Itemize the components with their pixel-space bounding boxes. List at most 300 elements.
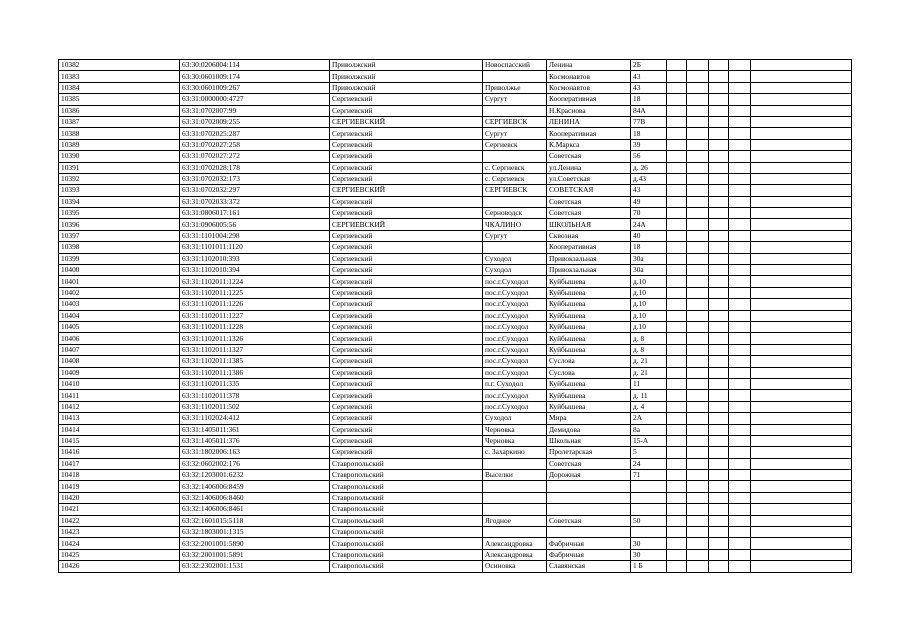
district-cell: Ставропольский	[330, 504, 483, 515]
empty-cell	[687, 208, 709, 219]
street-cell: Куйбышева	[547, 321, 631, 332]
settlement-cell: пос.г.Суходол	[483, 310, 547, 321]
settlement-cell: Суходол	[483, 253, 547, 264]
settlement-cell: Сургут	[483, 94, 547, 105]
empty-cell	[687, 447, 709, 458]
empty-cell	[709, 424, 729, 435]
house-cell: д. 26	[631, 162, 667, 173]
street-cell: Ленина	[547, 60, 631, 71]
empty-cell	[667, 230, 687, 241]
number-cell: 10403	[59, 299, 180, 310]
empty-cell	[751, 470, 852, 481]
empty-cell	[729, 162, 751, 173]
street-cell: Космонавтов	[547, 82, 631, 93]
number-cell: 10406	[59, 333, 180, 344]
empty-cell	[709, 344, 729, 355]
house-cell: 5	[631, 447, 667, 458]
empty-cell	[687, 60, 709, 71]
empty-cell	[709, 185, 729, 196]
house-cell: 2А	[631, 413, 667, 424]
cadastral-number-cell: 63:31:1102011:1327	[180, 344, 330, 355]
table-row	[59, 356, 852, 367]
empty-cell	[667, 310, 687, 321]
district-cell: Ставропольский	[330, 470, 483, 481]
empty-cell	[687, 242, 709, 253]
settlement-cell	[483, 71, 547, 82]
empty-cell	[751, 321, 852, 332]
settlement-cell: пос.г.Суходол	[483, 299, 547, 310]
district-cell: Сергиевский	[330, 413, 483, 424]
empty-cell	[667, 333, 687, 344]
empty-cell	[687, 276, 709, 287]
house-cell	[631, 492, 667, 503]
house-cell: 18	[631, 128, 667, 139]
settlement-cell: пос.г.Суходол	[483, 367, 547, 378]
empty-cell	[667, 173, 687, 184]
district-cell: Сергиевский	[330, 378, 483, 389]
street-cell: Привокзальная	[547, 253, 631, 264]
empty-cell	[687, 162, 709, 173]
empty-cell	[751, 253, 852, 264]
number-cell: 10395	[59, 208, 180, 219]
cadastral-number-cell: 63:31:1405011:361	[180, 424, 330, 435]
empty-cell	[751, 276, 852, 287]
empty-cell	[709, 492, 729, 503]
empty-cell	[751, 367, 852, 378]
table-row	[59, 367, 852, 378]
empty-cell	[667, 151, 687, 162]
empty-cell	[667, 71, 687, 82]
settlement-cell: пос.г.Суходол	[483, 321, 547, 332]
district-cell: Сергиевский	[330, 196, 483, 207]
district-cell: Приволжский	[330, 60, 483, 71]
empty-cell	[729, 458, 751, 469]
street-cell: Фабричная	[547, 549, 631, 560]
table-row	[59, 287, 852, 298]
empty-cell	[687, 561, 709, 572]
settlement-cell	[483, 527, 547, 538]
empty-cell	[729, 492, 751, 503]
table-row	[59, 321, 852, 332]
street-cell	[547, 504, 631, 515]
settlement-cell	[483, 196, 547, 207]
empty-cell	[709, 162, 729, 173]
district-cell: Сергиевский	[330, 105, 483, 116]
empty-cell	[751, 538, 852, 549]
table-row	[59, 492, 852, 503]
district-cell: СЕРГИЕВСКИЙ	[330, 219, 483, 230]
empty-cell	[729, 265, 751, 276]
table-row	[59, 447, 852, 458]
empty-cell	[751, 310, 852, 321]
empty-cell	[709, 151, 729, 162]
empty-cell	[729, 367, 751, 378]
table-row	[59, 196, 852, 207]
table-row	[59, 151, 852, 162]
number-cell: 10408	[59, 356, 180, 367]
empty-cell	[709, 390, 729, 401]
house-cell: 43	[631, 185, 667, 196]
empty-cell	[667, 504, 687, 515]
street-cell: ул.Советская	[547, 173, 631, 184]
empty-cell	[667, 82, 687, 93]
empty-cell	[667, 116, 687, 127]
settlement-cell: пос.г.Суходол	[483, 401, 547, 412]
district-cell: Сергиевский	[330, 356, 483, 367]
number-cell: 10382	[59, 60, 180, 71]
district-cell: Сергиевский	[330, 390, 483, 401]
table-row	[59, 230, 852, 241]
street-cell: Куйбышева	[547, 344, 631, 355]
table-row	[59, 116, 852, 127]
empty-cell	[687, 173, 709, 184]
empty-cell	[751, 401, 852, 412]
table-row	[59, 82, 852, 93]
cadastral-number-cell: 63:31:1405011:376	[180, 435, 330, 446]
district-cell: Ставропольский	[330, 549, 483, 560]
cadastral-number-cell: 63:31:1102011:1386	[180, 367, 330, 378]
street-cell: Школьная	[547, 435, 631, 446]
house-cell: д.10	[631, 310, 667, 321]
table-row	[59, 435, 852, 446]
number-cell: 10405	[59, 321, 180, 332]
settlement-cell: Суходол	[483, 265, 547, 276]
empty-cell	[667, 287, 687, 298]
number-cell: 10387	[59, 116, 180, 127]
empty-cell	[729, 94, 751, 105]
empty-cell	[751, 151, 852, 162]
street-cell: Фабричная	[547, 538, 631, 549]
cadastral-number-cell: 63:32:1406006:8461	[180, 504, 330, 515]
empty-cell	[667, 128, 687, 139]
district-cell: Ставропольский	[330, 515, 483, 526]
empty-cell	[709, 515, 729, 526]
district-cell: Ставропольский	[330, 561, 483, 572]
empty-cell	[709, 128, 729, 139]
settlement-cell: Сергиевск	[483, 139, 547, 150]
empty-cell	[709, 401, 729, 412]
empty-cell	[687, 401, 709, 412]
street-cell: Советская	[547, 458, 631, 469]
empty-cell	[751, 116, 852, 127]
empty-cell	[709, 458, 729, 469]
number-cell: 10398	[59, 242, 180, 253]
number-cell: 10391	[59, 162, 180, 173]
empty-cell	[709, 549, 729, 560]
street-cell: Куйбышева	[547, 299, 631, 310]
number-cell: 10404	[59, 310, 180, 321]
empty-cell	[729, 185, 751, 196]
number-cell: 10393	[59, 185, 180, 196]
cadastral-number-cell: 63:32:0602002:176	[180, 458, 330, 469]
district-cell: Сергиевский	[330, 333, 483, 344]
empty-cell	[667, 401, 687, 412]
empty-cell	[709, 435, 729, 446]
cadastral-number-cell: 63:31:1802006:163	[180, 447, 330, 458]
street-cell: Куйбышева	[547, 276, 631, 287]
house-cell: д.10	[631, 321, 667, 332]
empty-cell	[687, 333, 709, 344]
empty-cell	[709, 94, 729, 105]
house-cell: д. 8	[631, 344, 667, 355]
empty-cell	[709, 242, 729, 253]
empty-cell	[751, 230, 852, 241]
cadastral-number-cell: 63:31:0702033:372	[180, 196, 330, 207]
table-row	[59, 458, 852, 469]
cadastral-number-cell: 63:31:1102011:1225	[180, 287, 330, 298]
table-body	[59, 60, 852, 573]
empty-cell	[751, 173, 852, 184]
table-row	[59, 561, 852, 572]
table-row	[59, 173, 852, 184]
empty-cell	[729, 208, 751, 219]
street-cell: Куйбышева	[547, 390, 631, 401]
cadastral-number-cell: 63:31:0806017:161	[180, 208, 330, 219]
empty-cell	[729, 561, 751, 572]
table-row	[59, 299, 852, 310]
street-cell	[547, 492, 631, 503]
number-cell: 10409	[59, 367, 180, 378]
empty-cell	[729, 151, 751, 162]
district-cell: Ставропольский	[330, 538, 483, 549]
empty-cell	[687, 549, 709, 560]
cadastral-number-cell: 63:32:1803001:1315	[180, 527, 330, 538]
house-cell: 24	[631, 458, 667, 469]
empty-cell	[709, 378, 729, 389]
empty-cell	[709, 504, 729, 515]
cadastral-number-cell: 63:31:1102011:1224	[180, 276, 330, 287]
empty-cell	[687, 196, 709, 207]
empty-cell	[667, 265, 687, 276]
settlement-cell: Сургут	[483, 230, 547, 241]
empty-cell	[709, 367, 729, 378]
empty-cell	[667, 492, 687, 503]
empty-cell	[729, 60, 751, 71]
street-cell: Пролетарская	[547, 447, 631, 458]
settlement-cell: Александровка	[483, 538, 547, 549]
cadastral-number-cell: 63:32:1406006:8459	[180, 481, 330, 492]
district-cell: Сергиевский	[330, 94, 483, 105]
district-cell: Ставропольский	[330, 527, 483, 538]
settlement-cell: с. Захаркино	[483, 447, 547, 458]
district-cell: Сергиевский	[330, 299, 483, 310]
empty-cell	[751, 82, 852, 93]
house-cell: 30а	[631, 253, 667, 264]
empty-cell	[729, 413, 751, 424]
house-cell: 18	[631, 94, 667, 105]
house-cell: 1 Б	[631, 561, 667, 572]
empty-cell	[687, 185, 709, 196]
empty-cell	[729, 390, 751, 401]
street-cell: Привокзальная	[547, 265, 631, 276]
empty-cell	[751, 219, 852, 230]
table-row	[59, 401, 852, 412]
settlement-cell	[483, 481, 547, 492]
empty-cell	[751, 378, 852, 389]
street-cell: ул.Ленина	[547, 162, 631, 173]
cadastral-number-cell: 63:31:0702025:287	[180, 128, 330, 139]
cadastral-number-cell: 63:31:0000000:4727	[180, 94, 330, 105]
empty-cell	[729, 344, 751, 355]
table-row	[59, 470, 852, 481]
number-cell: 10385	[59, 94, 180, 105]
district-cell: Ставропольский	[330, 492, 483, 503]
empty-cell	[709, 447, 729, 458]
number-cell: 10407	[59, 344, 180, 355]
empty-cell	[751, 527, 852, 538]
cadastral-number-cell: 63:31:1102011:1228	[180, 321, 330, 332]
table-row	[59, 60, 852, 71]
street-cell: Куйбышева	[547, 287, 631, 298]
cadastral-number-cell: 63:31:1102010:394	[180, 265, 330, 276]
cadastral-number-cell: 63:31:0702032:173	[180, 173, 330, 184]
empty-cell	[729, 424, 751, 435]
settlement-cell: Сургут	[483, 128, 547, 139]
house-cell: 43	[631, 71, 667, 82]
empty-cell	[751, 162, 852, 173]
street-cell: Куйбышева	[547, 401, 631, 412]
cadastral-number-cell: 63:32:1203001:6232	[180, 470, 330, 481]
settlement-cell: с. Сергиевск	[483, 162, 547, 173]
street-cell: К.Маркса	[547, 139, 631, 150]
empty-cell	[687, 481, 709, 492]
street-cell	[547, 527, 631, 538]
empty-cell	[667, 208, 687, 219]
empty-cell	[751, 435, 852, 446]
empty-cell	[751, 208, 852, 219]
empty-cell	[709, 105, 729, 116]
district-cell: Сергиевский	[330, 173, 483, 184]
street-cell	[547, 481, 631, 492]
empty-cell	[687, 82, 709, 93]
empty-cell	[687, 378, 709, 389]
empty-cell	[667, 538, 687, 549]
empty-cell	[667, 527, 687, 538]
empty-cell	[751, 344, 852, 355]
empty-cell	[687, 151, 709, 162]
street-cell: Советская	[547, 196, 631, 207]
empty-cell	[709, 561, 729, 572]
empty-cell	[667, 253, 687, 264]
cadastral-number-cell: 63:32:1406006:8460	[180, 492, 330, 503]
empty-cell	[751, 390, 852, 401]
table-row	[59, 538, 852, 549]
empty-cell	[729, 549, 751, 560]
empty-cell	[687, 116, 709, 127]
empty-cell	[729, 481, 751, 492]
empty-cell	[729, 299, 751, 310]
house-cell: 40	[631, 230, 667, 241]
house-cell: 70	[631, 208, 667, 219]
street-cell: Советская	[547, 208, 631, 219]
empty-cell	[751, 481, 852, 492]
cadastral-number-cell: 63:31:0702027:272	[180, 151, 330, 162]
number-cell: 10410	[59, 378, 180, 389]
street-cell: Кооперативная	[547, 242, 631, 253]
empty-cell	[709, 276, 729, 287]
street-cell: Дорожная	[547, 470, 631, 481]
empty-cell	[751, 185, 852, 196]
empty-cell	[667, 356, 687, 367]
house-cell: 30	[631, 549, 667, 560]
house-cell: 84А	[631, 105, 667, 116]
empty-cell	[709, 538, 729, 549]
empty-cell	[687, 470, 709, 481]
street-cell: Куйбышева	[547, 333, 631, 344]
table-row	[59, 219, 852, 230]
number-cell: 10390	[59, 151, 180, 162]
empty-cell	[729, 401, 751, 412]
settlement-cell: Суходол	[483, 413, 547, 424]
empty-cell	[709, 333, 729, 344]
empty-cell	[729, 230, 751, 241]
cadastral-number-cell: 63:31:1102011:1227	[180, 310, 330, 321]
empty-cell	[729, 219, 751, 230]
street-cell: Кооперативная	[547, 94, 631, 105]
empty-cell	[667, 481, 687, 492]
empty-cell	[687, 435, 709, 446]
district-cell: Сергиевский	[330, 424, 483, 435]
table-row	[59, 162, 852, 173]
table-row	[59, 276, 852, 287]
empty-cell	[667, 94, 687, 105]
settlement-cell: пос.г.Суходол	[483, 276, 547, 287]
empty-cell	[709, 265, 729, 276]
empty-cell	[687, 527, 709, 538]
empty-cell	[667, 561, 687, 572]
empty-cell	[751, 333, 852, 344]
house-cell: 43	[631, 82, 667, 93]
empty-cell	[709, 208, 729, 219]
empty-cell	[687, 390, 709, 401]
empty-cell	[687, 538, 709, 549]
number-cell: 10384	[59, 82, 180, 93]
empty-cell	[667, 435, 687, 446]
street-cell: СОВЕТСКАЯ	[547, 185, 631, 196]
settlement-cell: п.г. Суходол	[483, 378, 547, 389]
house-cell: д. 11	[631, 390, 667, 401]
house-cell: 49	[631, 196, 667, 207]
cadastral-number-cell: 63:32:1601015:5118	[180, 515, 330, 526]
empty-cell	[751, 515, 852, 526]
number-cell: 10414	[59, 424, 180, 435]
empty-cell	[709, 356, 729, 367]
empty-cell	[667, 447, 687, 458]
cadastral-number-cell: 63:31:1102011:378	[180, 390, 330, 401]
empty-cell	[667, 139, 687, 150]
settlement-cell: Черновка	[483, 435, 547, 446]
cadastral-number-cell: 63:32:2302001:1531	[180, 561, 330, 572]
empty-cell	[709, 230, 729, 241]
empty-cell	[667, 276, 687, 287]
settlement-cell: Осиновка	[483, 561, 547, 572]
empty-cell	[729, 276, 751, 287]
street-cell: Кооперативная	[547, 128, 631, 139]
cadastral-number-cell: 63:31:0702028:178	[180, 162, 330, 173]
number-cell: 10399	[59, 253, 180, 264]
settlement-cell: пос.г.Суходол	[483, 333, 547, 344]
empty-cell	[709, 287, 729, 298]
street-cell: ШКОЛЬНАЯ	[547, 219, 631, 230]
district-cell: Сергиевский	[330, 128, 483, 139]
district-cell: Приволжский	[330, 82, 483, 93]
empty-cell	[687, 504, 709, 515]
number-cell: 10416	[59, 447, 180, 458]
empty-cell	[667, 321, 687, 332]
empty-cell	[729, 356, 751, 367]
table-row	[59, 333, 852, 344]
district-cell: СЕРГИЕВСКИЙ	[330, 185, 483, 196]
